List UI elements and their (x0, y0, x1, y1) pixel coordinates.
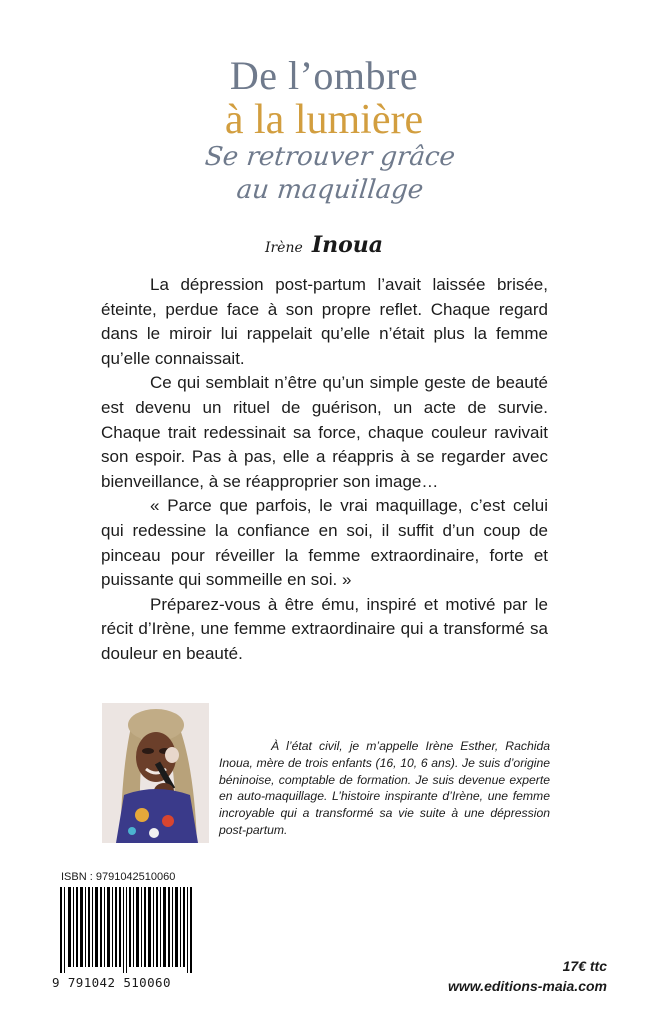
subtitle-line-1: Se retrouver grâce (203, 142, 457, 172)
blurb-paragraph: « Parce que parfois, le vrai maquillage, c’est celui qui redessine la confiance en soi, il suffit d’un coup de pinceau pour réveiller la femme extraordinaire, forte et puissante qui sommeille en soi. » (101, 496, 548, 590)
author-bio (219, 738, 550, 839)
blurb-paragraph: La dépression post-partum l’avait laissée brisée, éteinte, perdue face à son propre reflet. Chaque regard dans le miroir lui rappelait qu’elle n’était plus la femme qu’elle connaissait. (101, 275, 548, 368)
publisher-website: www.editions-maia.com (448, 978, 607, 994)
price: 17€ ttc (562, 958, 607, 974)
author-name (0, 232, 648, 258)
barcode (60, 887, 192, 973)
author-last-name: Inoua (311, 232, 384, 258)
title-line-2: à la lumière (224, 97, 424, 143)
author-bio-text: À l’état civil, je m’appelle Irène Esther, Rachida Inoua, mère de trois enfants (16, 10, 6 ans). Je suis d’origine béninoise, comptable de formation. Je suis devenue experte en auto-maquillage. L’histoire inspirante d’Irène, une femme incroyable qui a transformé sa vie suite à une dépression post-partum. (219, 739, 550, 837)
barcode-digits: 9 791042 510060 (52, 975, 171, 990)
subtitle-line-2: au maquillage (235, 175, 425, 205)
isbn-label: ISBN : 9791042510060 (61, 871, 176, 883)
back-cover-blurb (101, 273, 548, 667)
blurb-paragraph: Préparez-vous à être ému, inspiré et motivé par le récit d’Irène, une femme extraordinaire qui a transformé sa douleur en beauté. (101, 594, 548, 663)
title-line-1: De l’ombre (229, 53, 419, 98)
author-first-name: Irène (264, 240, 303, 256)
blurb-paragraph: Ce qui semblait n’être qu’un simple geste de beauté est devenu un rituel de guérison, un acte de survie. Chaque trait redessinait sa force, chaque couleur ravivait son espoir. Pas à pas, elle a réappris à se regarder avec bienveillance, à se réapproprier son image… (101, 373, 548, 491)
author-photo (102, 703, 209, 843)
